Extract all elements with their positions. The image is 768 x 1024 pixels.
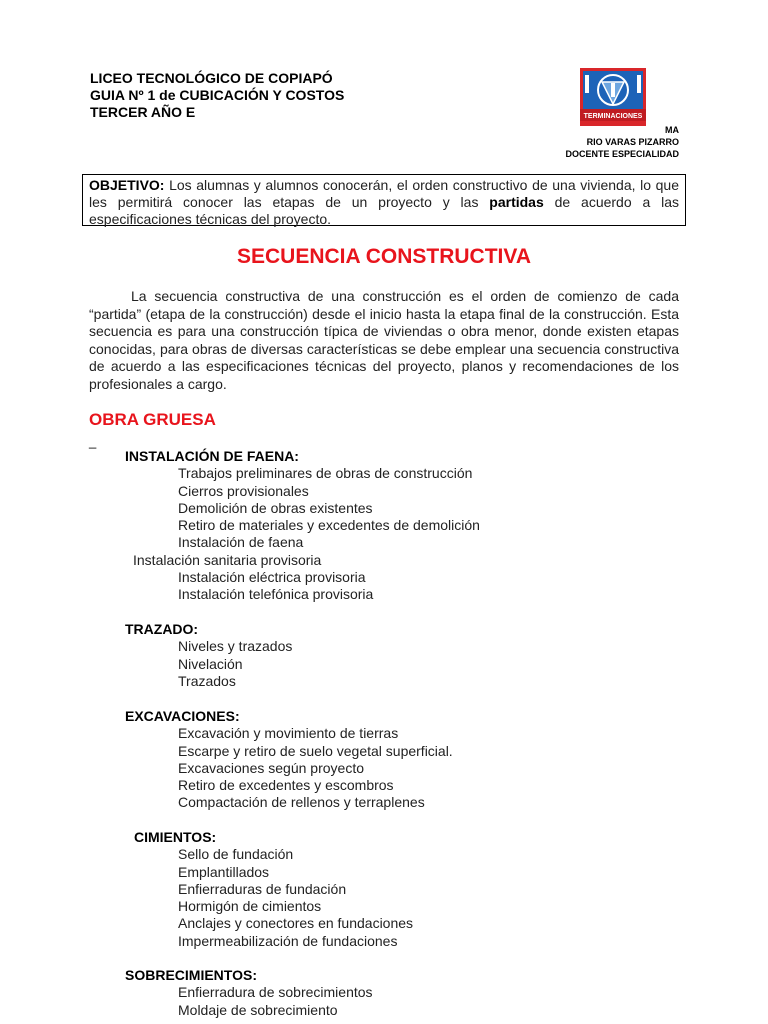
school-name: LICEO TECNOLÓGICO DE COPIAPÓ bbox=[90, 70, 333, 86]
excavaciones-heading: EXCAVACIONES: bbox=[125, 708, 240, 724]
faena-heading: INSTALACIÓN DE FAENA: bbox=[125, 448, 299, 464]
list-item: Instalación de faena bbox=[178, 534, 304, 551]
sobrecimientos-heading: SOBRECIMIENTOS: bbox=[125, 967, 257, 983]
school-logo bbox=[580, 68, 646, 126]
section-cimientos bbox=[134, 829, 413, 950]
list-item: Trazados bbox=[178, 672, 236, 689]
list-item: Anclajes y conectores en fundaciones bbox=[178, 915, 414, 932]
dash-mark: _ bbox=[89, 434, 97, 449]
document-header bbox=[90, 70, 344, 121]
trazado-heading: TRAZADO: bbox=[125, 621, 199, 637]
objective-text-after: de acuerdo a las especificaciones técnicas del proyecto. bbox=[89, 194, 679, 227]
list-item: Sello de fundación bbox=[178, 846, 294, 863]
logo-text: TERMINACIONES bbox=[583, 113, 643, 120]
list-item: Instalación sanitaria provisoria bbox=[133, 551, 322, 568]
list-item: Moldaje de sobrecimiento bbox=[178, 1001, 338, 1018]
author-block bbox=[565, 124, 679, 160]
section-sobrecimientos bbox=[125, 967, 373, 1019]
list-item: Instalación telefónica provisoria bbox=[178, 586, 374, 603]
objective-highlight: partidas bbox=[489, 194, 544, 210]
objective-box bbox=[82, 174, 686, 226]
list-item: Impermeabilización de fundaciones bbox=[178, 932, 398, 949]
list-item: Hormigón de cimientos bbox=[178, 898, 322, 915]
list-item: Enfierraduras de fundación bbox=[178, 880, 347, 897]
list-item: Escarpe y retiro de suelo vegetal superficial. bbox=[178, 742, 453, 759]
section-excavaciones bbox=[125, 708, 453, 812]
list-item: Compactación de rellenos y terraplenes bbox=[178, 794, 425, 811]
list-item: Trabajos preliminares de obras de construcción bbox=[178, 465, 473, 482]
objective-text-before: Los alumnas y alumnos conocerán, el orden constructivo de una vivienda, lo que les permitirá conocer las etapas de un proyecto y las bbox=[89, 177, 679, 210]
author-role: DOCENTE ESPECIALIDAD bbox=[565, 149, 679, 159]
author-line-1: MA bbox=[665, 125, 679, 135]
list-item: Emplantillados bbox=[178, 863, 270, 880]
author-name: RIO VARAS PIZARRO bbox=[586, 137, 679, 147]
objective-label: OBJETIVO: bbox=[89, 177, 165, 193]
list-item: Excavación y movimiento de tierras bbox=[178, 725, 399, 742]
section-trazado bbox=[125, 621, 292, 690]
list-item: Cierros provisionales bbox=[178, 482, 309, 499]
course-name: TERCER AÑO E bbox=[90, 104, 196, 120]
list-item: Retiro de excedentes y escombros bbox=[178, 777, 394, 794]
intro-paragraph bbox=[89, 288, 679, 393]
cimientos-heading: CIMIENTOS: bbox=[134, 829, 217, 845]
section-title: OBRA GRUESA bbox=[89, 410, 216, 429]
guide-title: GUIA Nº 1 de CUBICACIÓN Y COSTOS bbox=[90, 87, 345, 103]
page-title: SECUENCIA CONSTRUCTIVA bbox=[236, 245, 531, 268]
list-item: Excavaciones según proyecto bbox=[178, 759, 364, 776]
list-item: Niveles y trazados bbox=[178, 638, 293, 655]
list-item: Nivelación bbox=[178, 655, 243, 672]
list-item: Retiro de materiales y excedentes de demolición bbox=[178, 517, 480, 534]
list-item: Instalación eléctrica provisoria bbox=[178, 569, 366, 586]
list-item: Enfierradura de sobrecimientos bbox=[178, 984, 373, 1001]
list-item: Demolición de obras existentes bbox=[178, 499, 373, 516]
section-faena bbox=[125, 448, 480, 604]
intro-text: La secuencia constructiva de una construcción es el orden de comienzo de cada “partida” (etapa de la construcción) desde el inicio hasta la etapa final de la construcción. Esta secuencia es para una construcción típica de viviendas o obra menor, donde existen etapas conocidas, para obras de diversas características se debe emplear una secuencia constructiva de acuerdo a las especificaciones técnicas del proyecto, planos y recomendaciones de los profesionales a cargo. bbox=[89, 288, 679, 392]
